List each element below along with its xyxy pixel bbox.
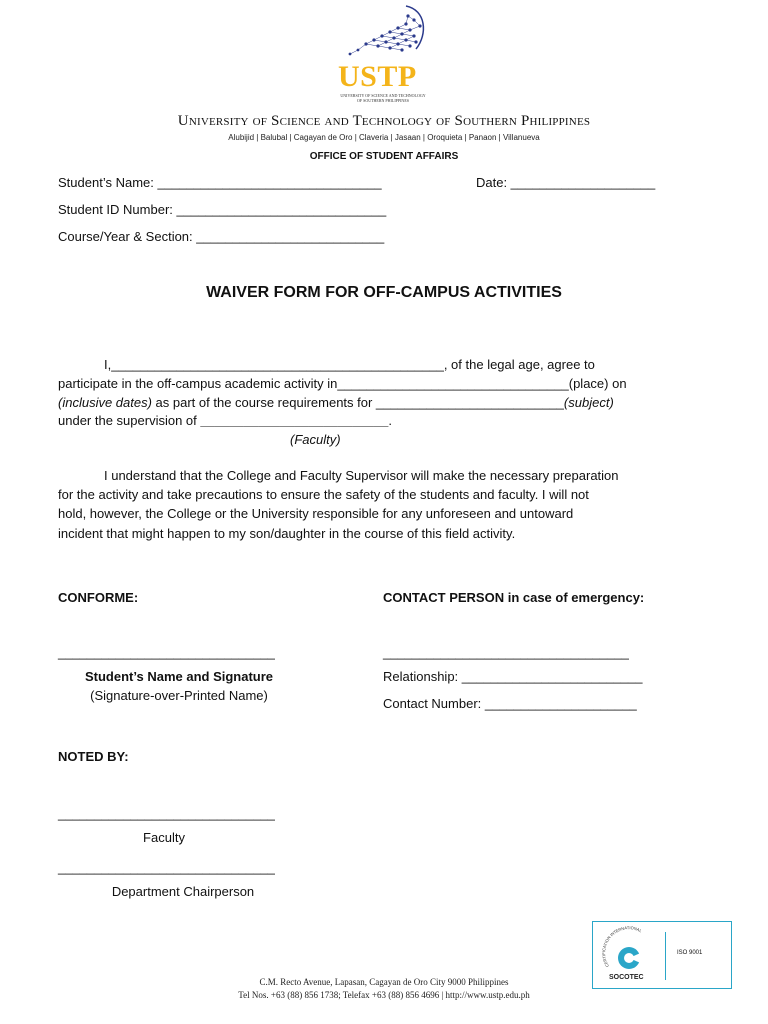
faculty-signature-line[interactable]: ______________________________ [58, 806, 275, 821]
date-field[interactable]: Date: ____________________ [476, 175, 656, 190]
understanding-line-1: I understand that the College and Faculty Supervisor will make the necessary preparation [104, 468, 619, 483]
waiver-prefix: I, [104, 357, 112, 372]
socotec-logo-icon [599, 926, 659, 976]
waiver-line-2: participate in the off-campus academic activity in________________________________(place) on [58, 376, 627, 391]
faculty-label: Faculty [143, 830, 185, 845]
contact-number-field[interactable]: Contact Number: _____________________ [383, 696, 637, 711]
waiver-line-3 [58, 395, 614, 410]
faculty-blank[interactable]: __________________________ [200, 413, 389, 428]
chairperson-signature-line[interactable]: ______________________________ [58, 860, 275, 875]
signature-over-printed-name: (Signature-over-Printed Name) [90, 688, 268, 703]
footer-contact: Tel Nos. +63 (88) 856 1738; Telefax +63 (88) 856 4696 | http://www.ustp.edu.ph [238, 990, 530, 1000]
office-name: OFFICE OF STUDENT AFFAIRS [309, 151, 459, 162]
inclusive-dates-label: (inclusive dates) [58, 395, 152, 410]
university-name: University of Science and Technology of Southern Philippines [177, 113, 591, 129]
faculty-caption [290, 432, 341, 447]
understanding-line-2: for the activity and take precautions to ensure the safety of the students and faculty. I will not [58, 487, 589, 502]
subject-label: (subject) [563, 395, 614, 410]
cert-divider [665, 932, 666, 980]
understanding-line-4: incident that might happen to my son/daughter in the course of this field activity. [58, 526, 516, 541]
ustp-wordmark-subtitle: UNIVERSITY OF SCIENCE AND TECHNOLOGY OF SOUTHERN PHILIPPINES [340, 93, 426, 103]
noted-by-heading: NOTED BY: [58, 749, 129, 764]
contact-name-line[interactable]: __________________________________ [383, 645, 629, 660]
ustp-constellation-logo [336, 4, 436, 64]
footer-address: C.M. Recto Avenue, Lapasan, Cagayan de Oro City 9000 Philippines [259, 977, 509, 987]
period: . [388, 413, 392, 428]
waiver-line-1 [104, 357, 595, 372]
course-requirements-text: as part of the course requirements for __________________________ [151, 395, 564, 410]
student-signature-label: Student’s Name and Signature [84, 669, 274, 684]
certification-arc-text: CERTIFICATION INTERNATIONAL [601, 926, 643, 969]
faculty-caption-text: (Faculty) [290, 432, 341, 447]
student-name-field[interactable]: Student’s Name: _______________________________ [58, 175, 382, 190]
understanding-line-3: hold, however, the College or the University responsible for any unforeseen and untoward [58, 506, 574, 521]
supervision-text: under the supervision of [58, 413, 201, 428]
waiver-name-blank[interactable]: ______________________________________________ [111, 357, 444, 372]
chairperson-label: Department Chairperson [111, 884, 255, 899]
waiver-legal-age: , of the legal age, agree to [443, 357, 595, 372]
course-section-field[interactable]: Course/Year & Section: __________________________ [58, 229, 385, 244]
conforme-heading: CONFORME: [58, 590, 139, 605]
waiver-line-4 [58, 413, 392, 428]
student-id-field[interactable]: Student ID Number: _____________________________ [58, 202, 387, 217]
relationship-field[interactable]: Relationship: _________________________ [383, 669, 643, 684]
student-signature-line[interactable]: ______________________________ [58, 645, 275, 660]
socotec-label: SOCOTEC [609, 974, 644, 981]
form-title: WAIVER FORM FOR OFF-CAMPUS ACTIVITIES [206, 284, 562, 301]
campus-list: Alubijid | Balubal | Cagayan de Oro | Claveria | Jasaan | Oroquieta | Panaon | Villanueva [228, 133, 540, 142]
contact-heading: CONTACT PERSON in case of emergency: [383, 590, 645, 605]
iso-9001-label: ISO 9001 [677, 950, 703, 956]
ustp-wordmark: USTP [338, 60, 417, 93]
